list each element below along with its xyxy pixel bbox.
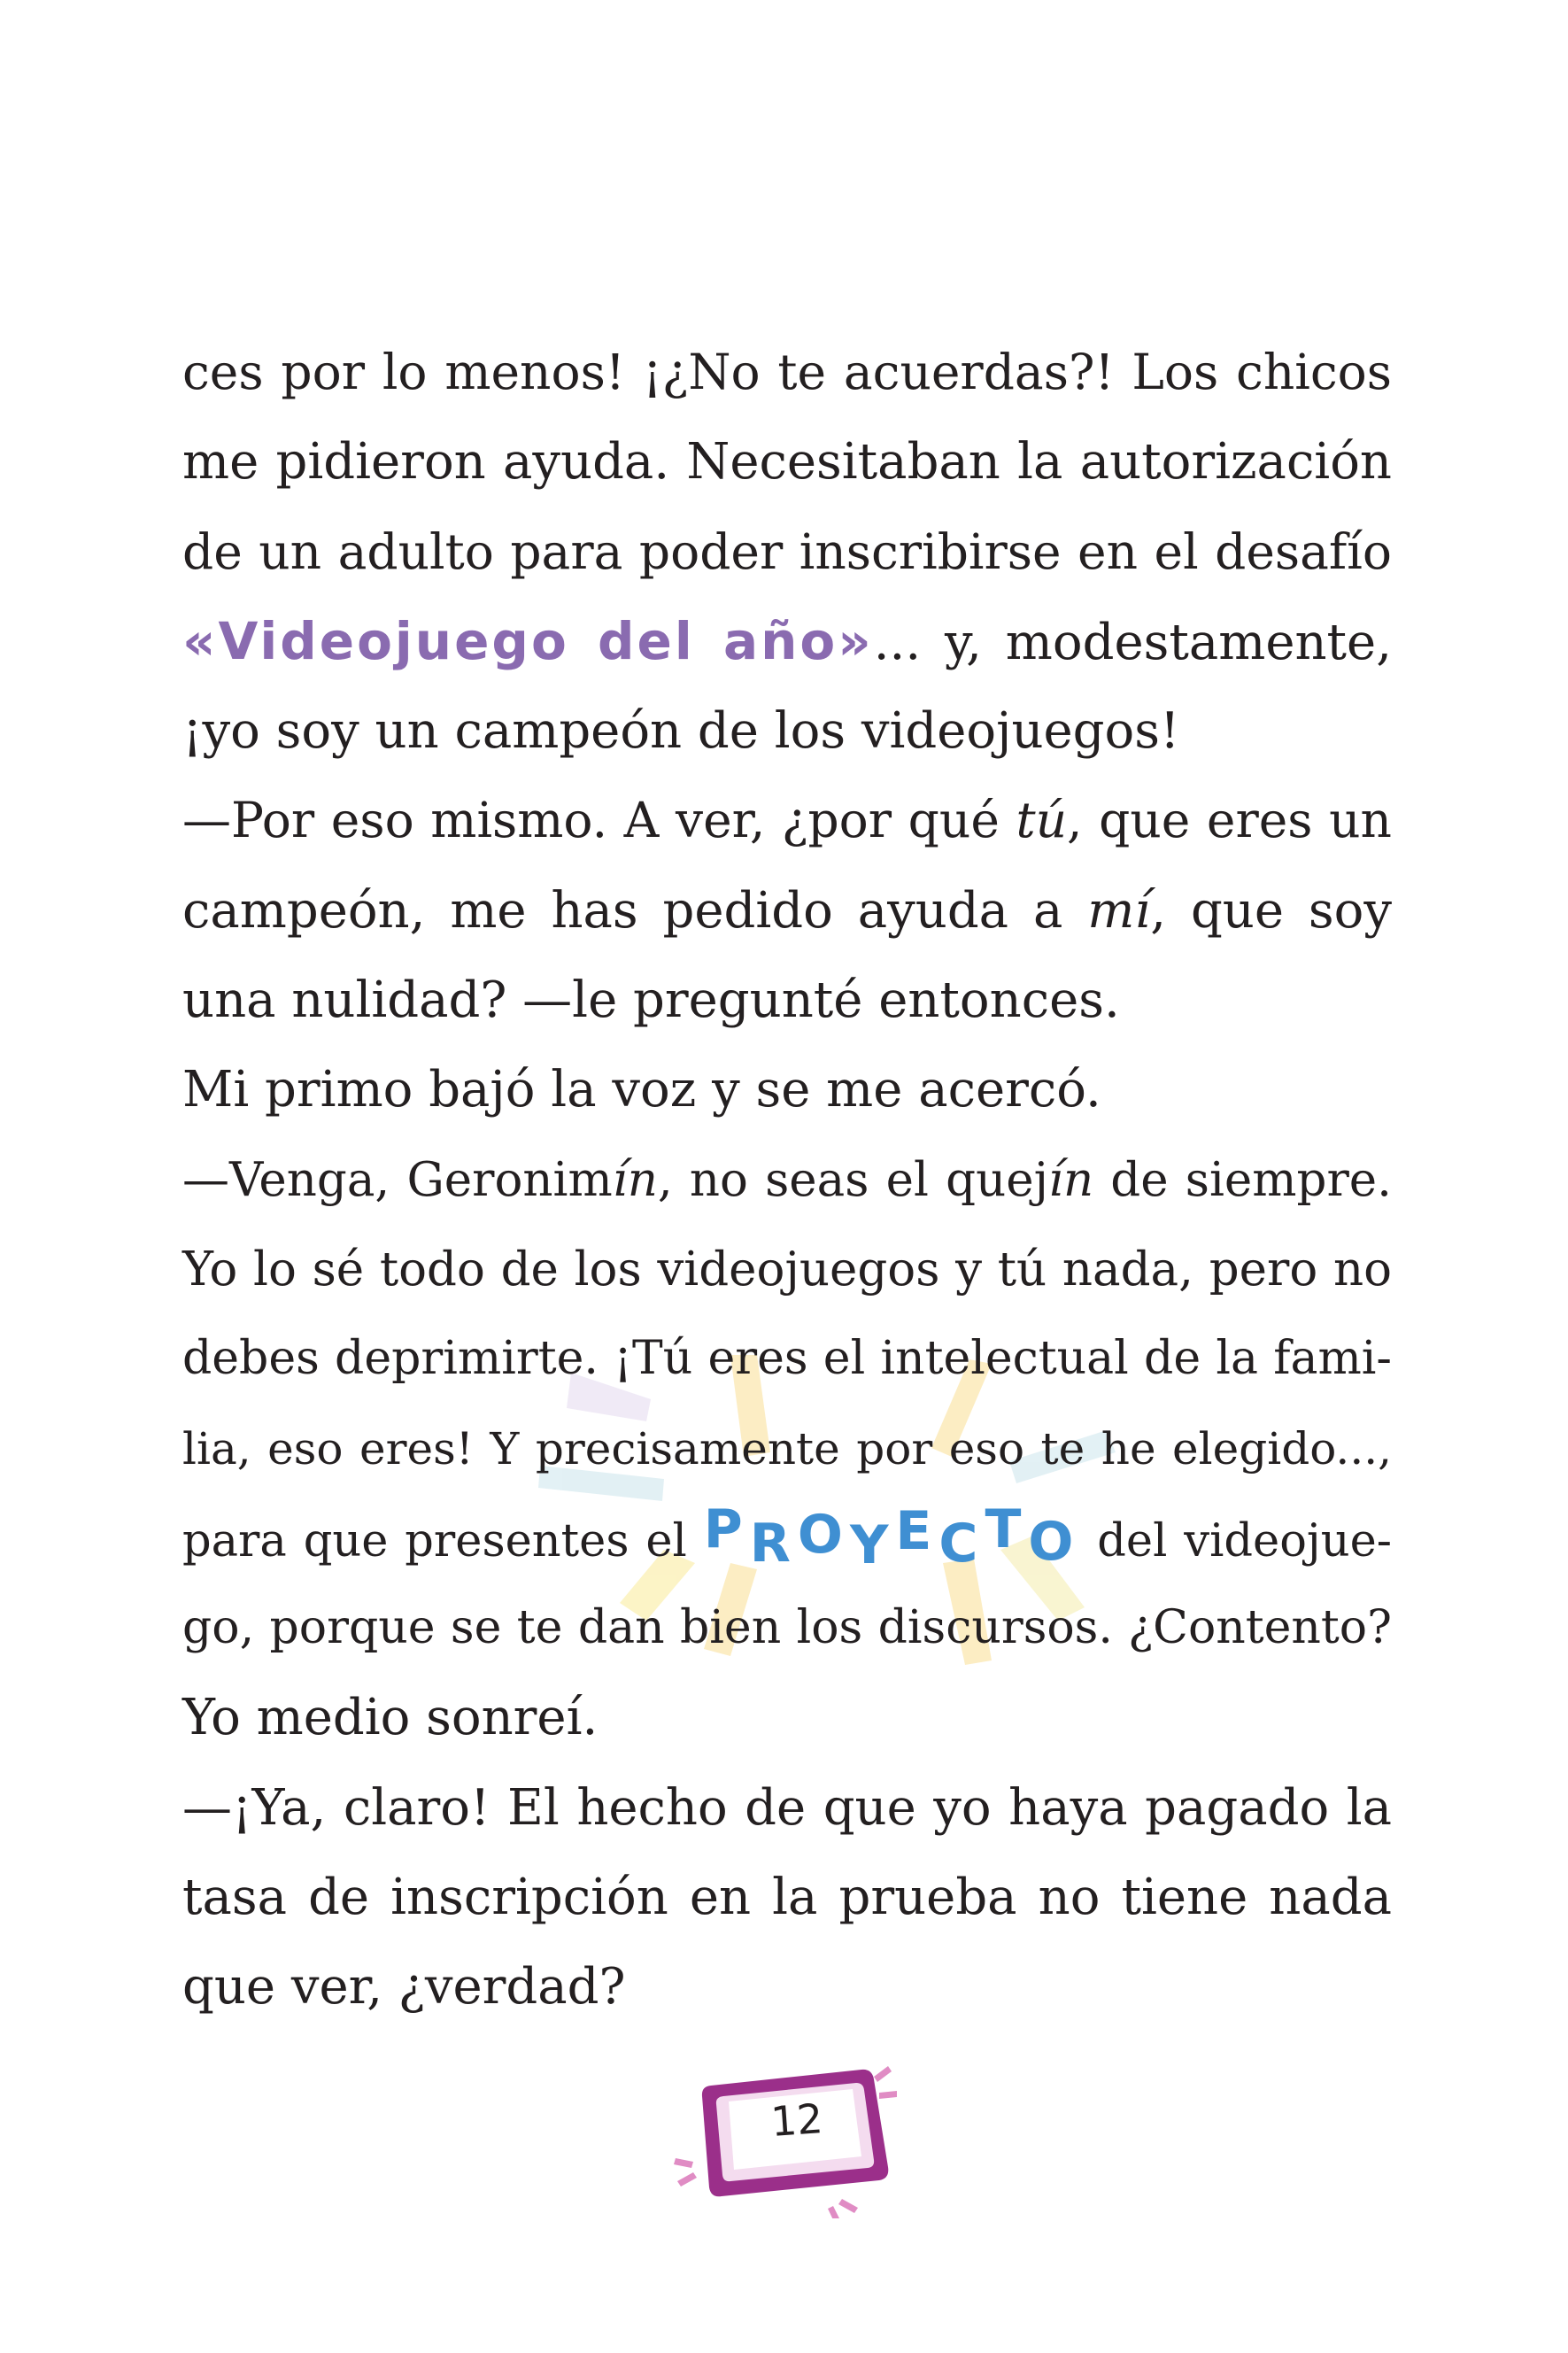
text-span: ¡yo soy un campeón de los videojuegos!: [182, 702, 1180, 761]
italic-text: tú: [1016, 792, 1068, 849]
text-line: [182, 1045, 1392, 1134]
italic-text: ín: [1048, 1152, 1094, 1207]
text-span: ... y, modestamente,: [873, 613, 1392, 671]
text-line: [182, 1314, 1392, 1404]
text-line: [182, 597, 1392, 686]
proyecto-letter: R: [749, 1512, 798, 1575]
text-line: [182, 417, 1392, 507]
text-span: campeón, me has pedido ayuda a: [182, 881, 1088, 940]
text-line: [182, 1583, 1392, 1673]
text-span: go, porque se te dan bien los discursos. ¿Contento?: [182, 1601, 1392, 1655]
text-span: Mi primo bajó la voz y se me acercó.: [182, 1061, 1101, 1119]
text-span: de siempre.: [1093, 1152, 1393, 1207]
text-line: [182, 1225, 1392, 1314]
text-span: para que presentes el: [182, 1514, 704, 1567]
text-line: [182, 507, 1392, 597]
text-span: —Por eso mismo. A ver, ¿por qué: [182, 792, 1016, 849]
text-line: [182, 1853, 1392, 1942]
highlight-title: «Videojuego del año»: [182, 610, 874, 671]
text-span: debes deprimirte. ¡Tú eres el intelectual de la fami-: [182, 1332, 1392, 1386]
text-line: [182, 956, 1392, 1045]
text-span: —¡Ya, claro! El hecho de que yo haya pagado la: [182, 1778, 1392, 1837]
text-span: —Venga, Geronim: [182, 1152, 613, 1207]
text-span: ces por lo menos! ¡¿No te acuerdas?! Los chicos: [182, 344, 1392, 400]
text-span: del videojue-: [1080, 1514, 1392, 1567]
text-span: lia, eso eres! Y precisamente por eso te he elegido...,: [182, 1422, 1392, 1474]
text-line: [182, 776, 1392, 865]
proyecto-letter: Y: [849, 1513, 896, 1576]
proyecto-letter: P: [703, 1498, 750, 1560]
text-span: , que eres un: [1067, 792, 1392, 849]
proyecto-letter: E: [895, 1499, 939, 1562]
proyecto-letter: O: [1028, 1510, 1081, 1573]
body-text: [182, 328, 1392, 2032]
italic-text: ín: [612, 1152, 658, 1207]
proyecto-letter: O: [797, 1503, 850, 1566]
text-span: de un adulto para poder inscribirse en el desafío: [182, 522, 1392, 580]
text-line: [182, 866, 1392, 956]
page-number-badge: [668, 2050, 908, 2218]
text-line: [182, 1673, 1392, 1762]
text-line: [182, 686, 1392, 776]
proyecto-letter: C: [938, 1512, 985, 1575]
page-number: 12: [769, 2094, 825, 2146]
highlight-proyecto: [703, 1498, 1081, 1576]
text-span: que ver, ¿verdad?: [182, 1958, 626, 2016]
text-line: [182, 1405, 1392, 1494]
text-span: Yo lo sé todo de los videojuegos y tú nada, pero no: [182, 1242, 1392, 1296]
text-span: me pidieron ayuda. Necesitaban la autorización: [182, 433, 1392, 491]
text-span: , que soy: [1150, 881, 1392, 940]
text-line: [182, 1942, 1392, 2032]
italic-text: mí: [1087, 881, 1151, 940]
text-line: [182, 1135, 1392, 1225]
text-line: [182, 1494, 1392, 1583]
text-span: , no seas el quej: [657, 1152, 1049, 1207]
text-span: tasa de inscripción en la prueba no tiene nada: [182, 1869, 1392, 1927]
text-span: una nulidad? —le pregunté entonces.: [182, 971, 1120, 1030]
proyecto-letter: T: [985, 1498, 1029, 1560]
text-line: [182, 328, 1392, 417]
text-line: [182, 1763, 1392, 1853]
text-span: Yo medio sonreí.: [182, 1689, 599, 1747]
